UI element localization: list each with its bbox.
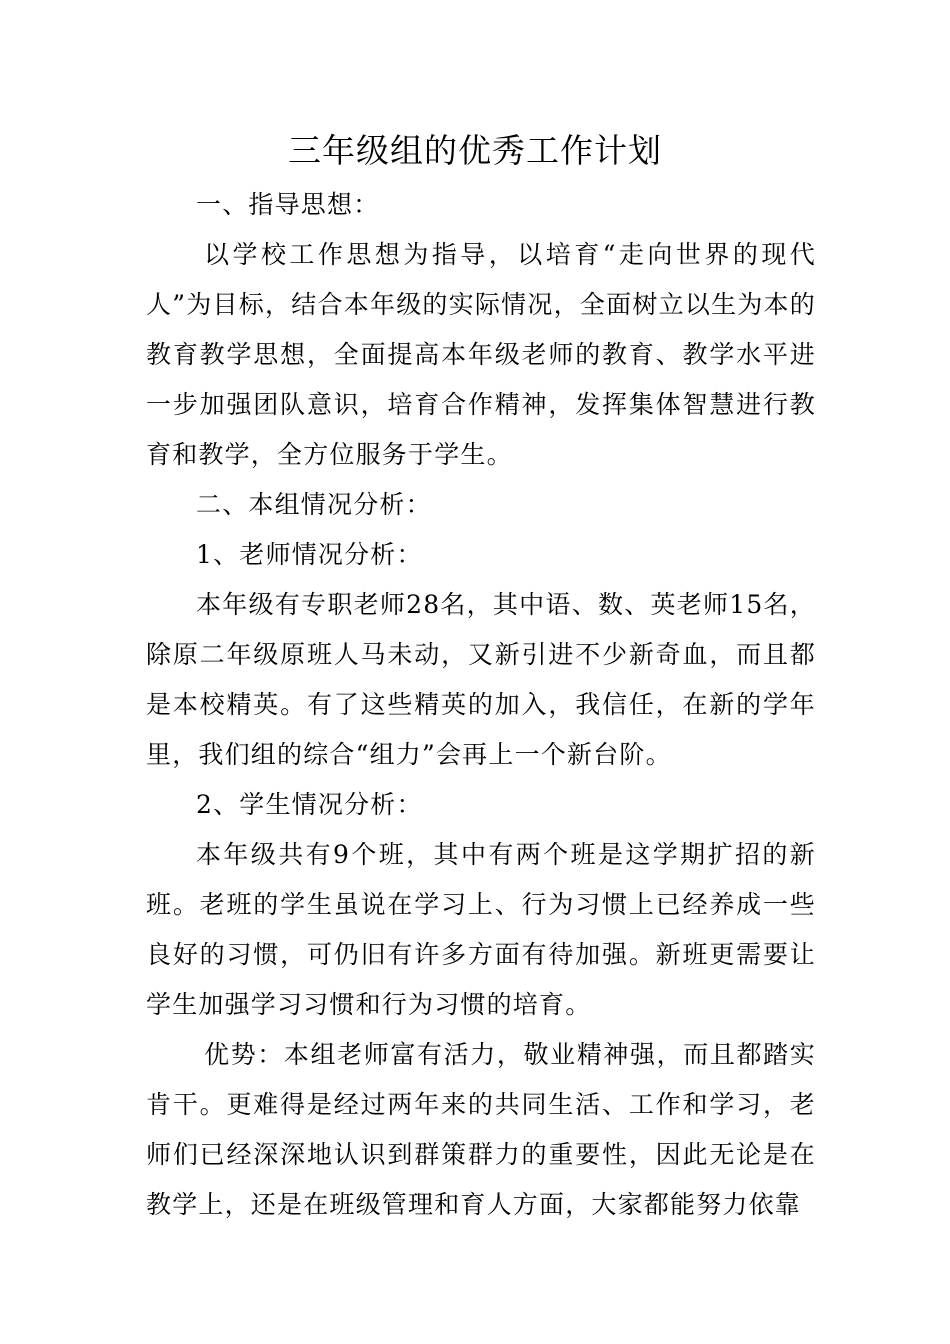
section-heading-group-analysis: 二、本组情况分析：	[196, 490, 432, 519]
subsection-heading-teacher-analysis: 1、老师情况分析：	[196, 540, 423, 569]
section-heading-guiding-ideology: 一、指导思想：	[196, 190, 380, 219]
paragraph-teacher-analysis: 本年级有专职老师28名，其中语、数、英老师15名，除原二年级原班人马未动，又新引进不少新奇血，而且都是本校精英。有了这些精英的加入，我信任，在新的学年里，我们组的综合“组力”会再上一个新台阶。	[146, 590, 816, 769]
paragraph-advantages: 优势：本组老师富有活力，敬业精神强，而且都踏实肯干。更难得是经过两年来的共同生活、工作和学习，老师们已经深深地认识到群策群力的重要性，因此无论是在教学上，还是在班级管理和育人方面，大家都能努力依靠	[146, 1040, 816, 1219]
document-body	[146, 180, 816, 1230]
paragraph-student-analysis: 本年级共有9个班，其中有两个班是这学期扩招的新班。老班的学生虽说在学习上、行为习惯上已经养成一些良好的习惯，可仍旧有许多方面有待加强。新班更需要让学生加强学习习惯和行为习惯的培育。	[146, 840, 816, 1019]
paragraph-guiding-ideology: 以学校工作思想为指导，以培育“走向世界的现代人”为目标，结合本年级的实际情况，全面树立以生为本的教育教学思想，全面提高本年级老师的教育、教学水平进一步加强团队意识，培育合作精神，发挥集体智慧进行教育和教学，全方位服务于学生。	[146, 240, 816, 469]
subsection-heading-student-analysis: 2、学生情况分析：	[196, 790, 423, 819]
document-title: 三年级组的优秀工作计划	[288, 131, 662, 170]
